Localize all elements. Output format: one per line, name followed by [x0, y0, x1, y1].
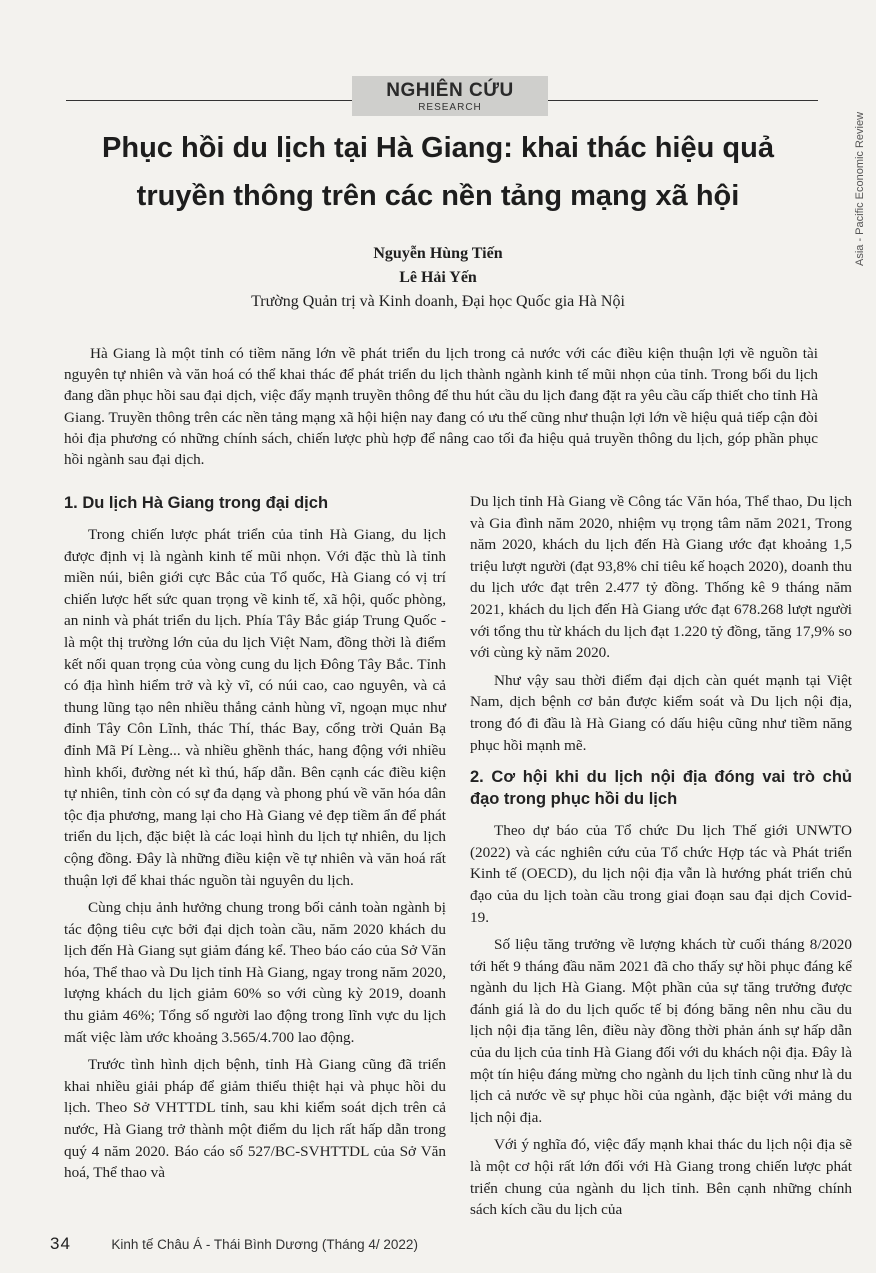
- right-column: [470, 491, 852, 1227]
- section-label: [352, 76, 548, 116]
- abstract: Hà Giang là một tỉnh có tiềm năng lớn về phát triển du lịch trong cả nước với các điều kiện thuận lợi về nguồn tài nguyên tự nhiên và văn hoá có thể khai thác để phát triển du lịch thành ngành kinh tế mũi nhọn của tỉnh. Trong bối du lịch đang dần phục hồi sau đại dịch, việc đẩy mạnh truyền thông để thu hút cầu du lịch đang đặt ra yêu cầu cấp thiết cho tỉnh Hà Giang. Truyền thông trên các nền tảng mạng xã hội hiện nay đang có ưu thế cũng như thuận lợi lớn về hiệu quả tiếp cận đòi hỏi địa phương có những chính sách, chiến lược phù hợp để nâng cao tối đa hiệu quả truyền thông du lịch, góp phần phục hồi ngành sau đại dịch.: [64, 345, 818, 469]
- journal-side-label: Asia - Pacific Economic Review: [854, 112, 866, 267]
- section-heading-1: 1. Du lịch Hà Giang trong đại dịch: [64, 494, 329, 512]
- section-subtitle: RESEARCH: [418, 102, 482, 113]
- author-block: [0, 242, 876, 314]
- article-title: Phục hồi du lịch tại Hà Giang: khai thác hiệu quả truyền thông trên các nền tảng mạng xã hội: [102, 132, 774, 212]
- paragraph: Như vậy sau thời điểm đại dịch càn quét mạnh tại Việt Nam, dịch bệnh cơ bản được kiểm soát và Du lịch nội địa, trong đó đi đầu là Hà Giang có dấu hiệu cũng như tiềm năng phục hồi mạnh mẽ.: [470, 671, 852, 754]
- affiliation: Trường Quản trị và Kinh doanh, Đại học Quốc gia Hà Nội: [251, 293, 625, 310]
- author-1: Nguyễn Hùng Tiến: [373, 245, 503, 262]
- paragraph: Theo dự báo của Tổ chức Du lịch Thế giới UNWTO (2022) và các nghiên cứu của Tổ chức Hợp tác và Phát triển Kinh tế (OECD), du lịch nội địa vẫn là hướng phát triển chủ đạo của du lịch toàn cầu trong giai đoạn sau đại dịch Covid-19.: [470, 822, 852, 926]
- section-heading-2: 2. Cơ hội khi du lịch nội địa đóng vai trò chủ đạo trong phục hồi du lịch: [470, 768, 852, 809]
- journal-footer: Kinh tế Châu Á - Thái Bình Dương (Tháng 4/ 2022): [111, 1237, 418, 1252]
- left-column: [64, 488, 446, 1190]
- paragraph: Số liệu tăng trưởng về lượng khách từ cuối tháng 8/2020 tới hết 9 tháng đầu năm 2021 đã cho thấy sự hồi phục đáng kể ngành du lịch Hà Giang. Một phần của sự tăng trưởng được đánh giá là do du lịch quốc tế bị đóng băng nên nhu cầu du lịch nội địa tăng lên, điều này đồng thời phản ánh sự hấp dẫn của du lịch của tỉnh Hà Giang đối với du khách nội địa. Đây là một tín hiệu đáng mừng cho ngành du lịch tỉnh cũng như là du lịch cả nước về sự phục hồi của ngành, đặc biệt với mảng du lịch nội địa.: [470, 936, 852, 1126]
- page-number: 34: [50, 1234, 71, 1253]
- paragraph: Cùng chịu ảnh hưởng chung trong bối cảnh toàn ngành bị tác động tiêu cực bởi đại dịch toàn cầu, năm 2020 khách du lịch đến Hà Giang sụt giảm đáng kể. Theo báo cáo của Sở Văn hóa, Thể thao và Du lịch tỉnh Hà Giang, ngay trong năm 2020, lượng khách du lịch giảm 60% so với cùng kỳ 2019, doanh thu giảm 46%; Tổng số người lao động trong lĩnh vực du lịch mất việc làm ước khoảng 3.565/4.700 lao động.: [64, 899, 446, 1046]
- paragraph: Du lịch tỉnh Hà Giang về Công tác Văn hóa, Thể thao, Du lịch và Gia đình năm 2020, nhiệm vụ trọng tâm năm 2021, Trong năm 2020, khách du lịch đến Hà Giang ước đạt khoảng 1,5 triệu lượt người (đạt 93,8% chỉ tiêu kế hoạch 2020), doanh thu du lịch ước đạt trên 2.477 tỷ đồng. Thống kê 9 tháng năm 2021, khách du lịch đến Hà Giang ước đạt 678.268 lượt người với tổng thu từ khách du lịch đạt 1.220 tỷ đồng, tăng 17,9% so với cùng kỳ năm 2020.: [470, 493, 852, 662]
- paragraph: Trong chiến lược phát triển của tỉnh Hà Giang, du lịch được định vị là ngành kinh tế mũi nhọn. Với đặc thù là tỉnh miền núi, biên giới cực Bắc của Tổ quốc, Hà Giang có vị trí chiến lược hết sức quan trọng về kinh tế, xã hội, quốc phòng, an ninh và phát triển du lịch. Phía Tây Bắc giáp Trung Quốc - là một thị trường lớn của du lịch Việt Nam, đồng thời là điểm kết nối quan trọng của vòng cung du lịch Đông Tây Bắc. Tỉnh có địa hình hiểm trở và kỳ vĩ, có núi cao, cao nguyên, và cả thung lũng tạo nên nhiều thắng cảnh hùng vĩ, ngoạn mục như đỉnh Tây Côn Lĩnh, thác Thí, thác Bay, cổng trời Quản Bạ đỉnh Mã Pí Lèng... và nhiều ghềnh thác, hang động với nhiều hình khối, đường nét kì thú, hấp dẫn. Bên cạnh các điều kiện tự nhiên, tỉnh còn có sự đa dạng và phong phú về văn hóa dân tộc địa phương, mang lại cho Hà Giang vẻ đẹp tiềm ẩn để phát triển du lịch, đặc biệt là các loại hình du lịch tự nhiên, du lịch cộng đồng. Đây là những điều kiện về tự nhiên và văn hoá rất thuận lợi để khai thác nguồn tài nguyên du lịch.: [64, 526, 446, 889]
- paragraph: Với ý nghĩa đó, việc đẩy mạnh khai thác du lịch nội địa sẽ là một cơ hội rất lớn đối với Hà Giang trong chiến lược phát triển chung của ngành du lịch tỉnh. Bên cạnh những chính sách kích cầu du lịch của: [470, 1136, 852, 1219]
- section-title: NGHIÊN CỨU: [386, 80, 514, 101]
- author-2: Lê Hải Yến: [399, 269, 477, 286]
- paragraph: Trước tình hình dịch bệnh, tỉnh Hà Giang cũng đã triển khai nhiều giải pháp để giảm thiểu thiệt hại và phục hồi du lịch. Theo Sở VHTTDL tỉnh, sau khi kiểm soát dịch trên cả nước, Hà Giang trở thành một điểm du lịch rất hấp dẫn trong quý 4 năm 2020. Báo cáo số 527/BC-SVHTTDL của Sở Văn hoá, Thể thao và: [64, 1056, 446, 1182]
- page-footer: [50, 1234, 418, 1254]
